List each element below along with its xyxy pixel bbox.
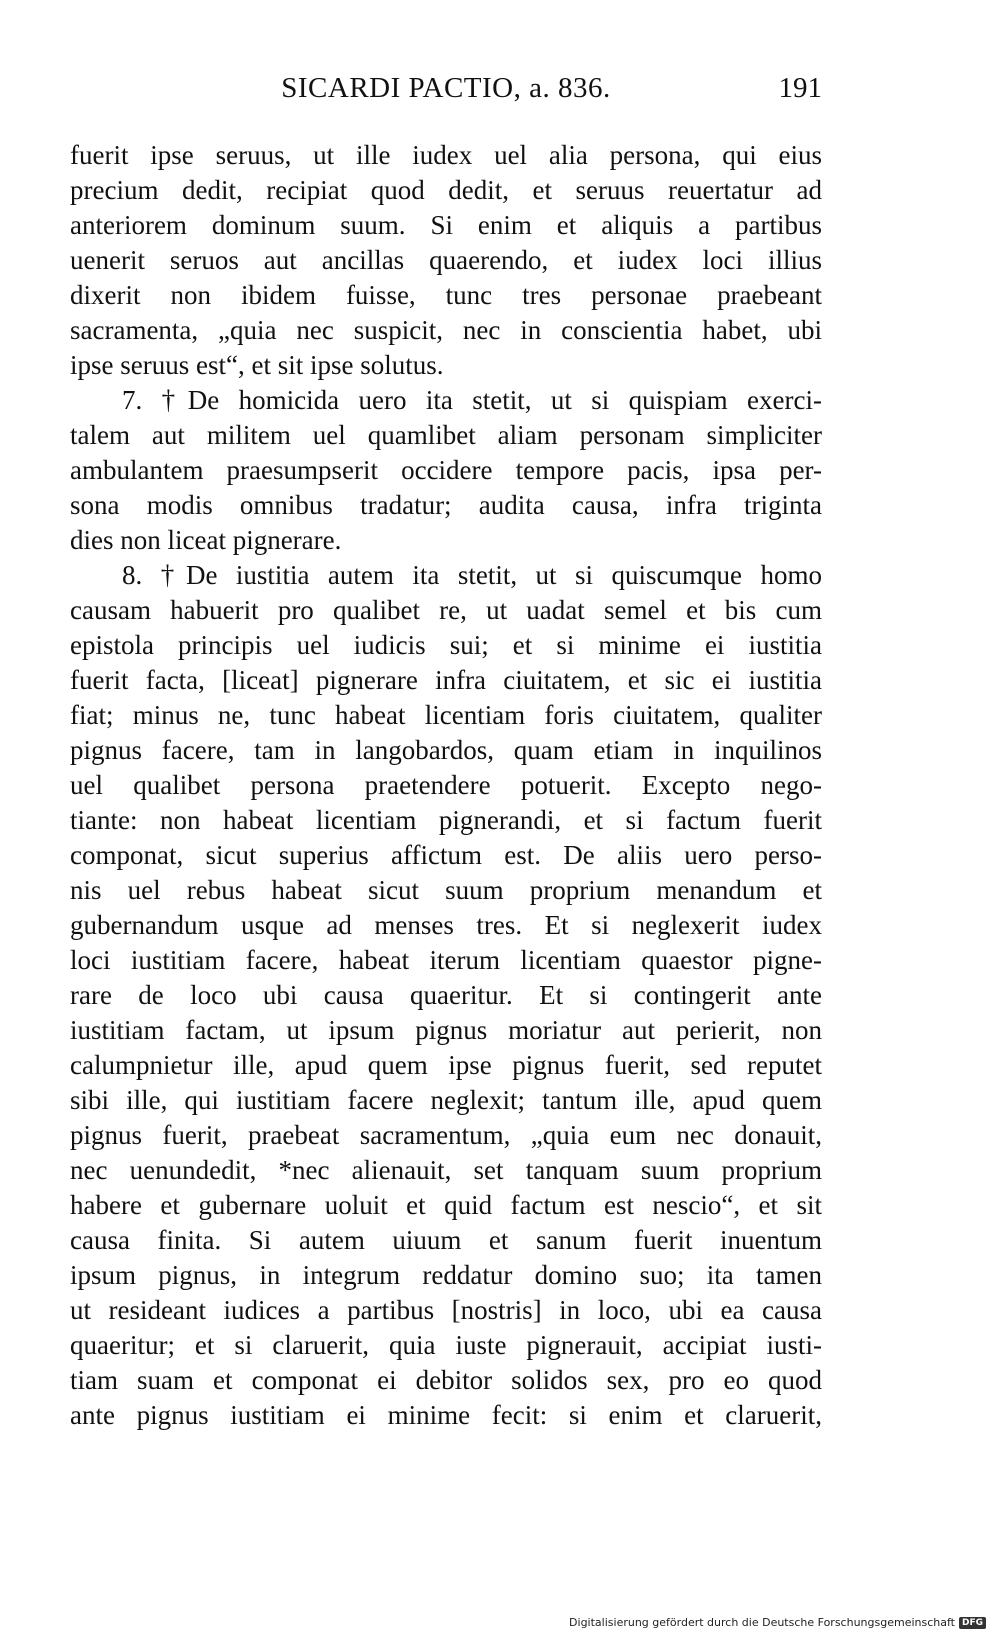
- text-line: causa finita. Si autem uiuum et sanum fuerit inuentum: [70, 1225, 822, 1255]
- text-line: fiat; minus ne, tunc habeat licentiam foris ciuitatem, qualiter: [70, 700, 822, 730]
- text-line: uel qualibet persona praetendere potuerit. Excepto nego-: [70, 770, 822, 800]
- text-line: nis uel rebus habeat sicut suum proprium menandum et: [70, 875, 822, 905]
- text-line: epistola principis uel iudicis sui; et si minime ei iustitia: [70, 630, 822, 660]
- text-line: fuerit ipse seruus, ut ille iudex uel alia persona, qui eius: [70, 140, 822, 170]
- text-line: loci iustitiam facere, habeat iterum licentiam quaestor pigne-: [70, 945, 822, 975]
- text-line: pignus fuerit, praebeat sacramentum, „quia eum nec donauit,: [70, 1120, 822, 1150]
- text-line: sona modis omnibus tradatur; audita causa, infra triginta: [70, 490, 822, 520]
- text-line: ipsum pignus, in integrum reddatur domino suo; ita tamen: [70, 1260, 822, 1290]
- text-line: iustitiam factam, ut ipsum pignus moriatur aut perierit, non: [70, 1015, 822, 1045]
- text-line: pignus facere, tam in langobardos, quam etiam in inquilinos: [70, 735, 822, 765]
- text-line: nec uenundedit, *nec alienauit, set tanquam suum proprium: [70, 1155, 822, 1185]
- section-8-heading-line: 8. †De iustitia autem ita stetit, ut si quiscumque homo: [122, 560, 822, 590]
- text-line: quaeritur; et si claruerit, quia iuste pignerauit, accipiat iusti-: [70, 1330, 822, 1360]
- text-line: fuerit facta, [liceat] pignerare infra ciuitatem, et sic ei iustitia: [70, 665, 822, 695]
- text-line: dixerit non ibidem fuisse, tunc tres personae praebeant: [70, 280, 822, 310]
- text-line: talem aut militem uel quamlibet aliam personam simpliciter: [70, 420, 822, 450]
- text-line: ipse seruus est“, et sit ipse solutus.: [70, 350, 444, 380]
- text-line: calumpnietur ille, apud quem ipse pignus fuerit, sed reputet: [70, 1050, 822, 1080]
- text-line: sibi ille, qui iustitiam facere neglexit; tantum ille, apud quem: [70, 1085, 822, 1115]
- page-number: 191: [778, 72, 822, 104]
- text-line: uenerit seruos aut ancillas quaerendo, et iudex loci illius: [70, 245, 822, 275]
- text-line: causam habuerit pro qualibet re, ut uadat semel et bis cum: [70, 595, 822, 625]
- text-line: dies non liceat pignerare.: [70, 525, 342, 555]
- body-text: [70, 138, 822, 1433]
- text-line: tiante: non habeat licentiam pignerandi, et si factum fuerit: [70, 805, 822, 835]
- text-line: rare de loco ubi causa quaeritur. Et si contingerit ante: [70, 980, 822, 1010]
- text-line: sacramenta, „quia nec suspicit, nec in conscientia habet, ubi: [70, 315, 822, 345]
- text-line: precium dedit, recipiat quod dedit, et seruus reuertatur ad: [70, 175, 822, 205]
- text-line: componat, sicut superius affictum est. De aliis uero perso-: [70, 840, 822, 870]
- text-line: tiam suam et componat ei debitor solidos sex, pro eo quod: [70, 1365, 822, 1395]
- dfg-logo: DFG: [959, 1617, 986, 1629]
- section-7-heading-line: 7. †De homicida uero ita stetit, ut si quispiam exerci-: [122, 385, 822, 415]
- page-header: [70, 72, 822, 112]
- text-line: habere et gubernare uoluit et quid factum est nescio“, et sit: [70, 1190, 822, 1220]
- text-line: anteriorem dominum suum. Si enim et aliquis a partibus: [70, 210, 822, 240]
- text-line: ut resideant iudices a partibus [nostris] in loco, ubi ea causa: [70, 1295, 822, 1325]
- text-line: gubernandum usque ad menses tres. Et si neglexerit iudex: [70, 910, 822, 940]
- running-title: SICARDI PACTIO, a. 836.: [281, 72, 611, 104]
- text-line: ante pignus iustitiam ei minime fecit: si enim et claruerit,: [70, 1400, 822, 1430]
- credit-text: Digitalisierung gefördert durch die Deutsche Forschungsgemeinschaft: [569, 1616, 955, 1629]
- digitization-credit: [569, 1616, 986, 1629]
- text-line: ambulantem praesumpserit occidere tempore pacis, ipsa per-: [70, 455, 822, 485]
